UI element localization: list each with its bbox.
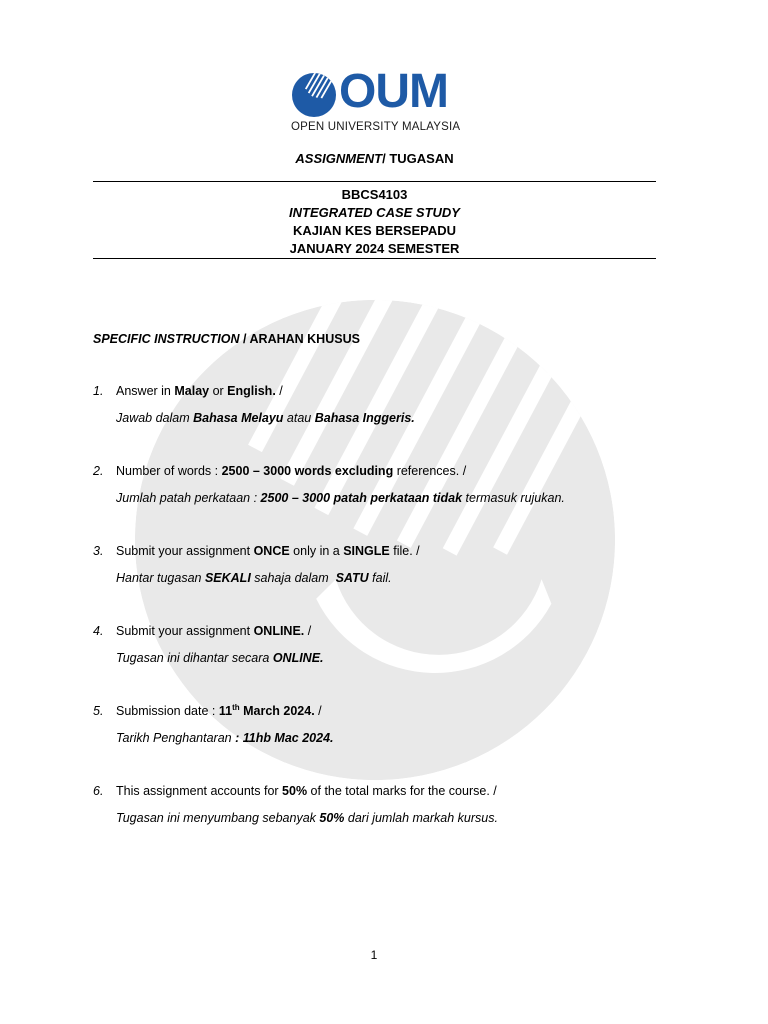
item-number: 1. (93, 384, 104, 398)
item-text-en: This assignment accounts for 50% of the total marks for the course. / (116, 784, 497, 798)
section-title-en: SPECIFIC INSTRUCTION (93, 332, 240, 346)
oum-logo (289, 65, 464, 136)
item-number: 3. (93, 544, 104, 558)
section-title-sep: / (239, 332, 250, 346)
item-number: 2. (93, 464, 104, 478)
section-title (93, 332, 360, 346)
item-text-en: Submit your assignment ONLINE. / (116, 624, 312, 638)
item-text-ms: Jumlah patah perkataan : 2500 – 3000 patah perkataan tidak termasuk rujukan. (116, 491, 565, 505)
instruction-item (93, 784, 693, 864)
instruction-list (93, 384, 693, 864)
assignment-en: ASSIGNMENT (295, 151, 383, 166)
bottom-divider (93, 258, 656, 259)
item-number: 5. (93, 704, 104, 718)
item-text-en: Number of words : 2500 – 3000 words excluding references. / (116, 464, 467, 478)
item-number: 4. (93, 624, 104, 638)
semester: JANUARY 2024 SEMESTER (289, 241, 460, 256)
page-number: 1 (370, 948, 378, 962)
item-text-ms: Tarikh Penghantaran : 11hb Mac 2024. (116, 731, 334, 745)
top-divider (93, 181, 656, 182)
instruction-item (93, 384, 693, 464)
item-text-ms: Tugasan ini dihantar secara ONLINE. (116, 651, 324, 665)
item-text-ms: Tugasan ini menyumbang sebanyak 50% dari jumlah markah kursus. (116, 811, 498, 825)
item-text-en: Answer in Malay or English. / (116, 384, 283, 398)
course-info (93, 186, 656, 258)
logo-wordmark: OUM (339, 65, 448, 118)
course-title-ms: KAJIAN KES BERSEPADU (292, 223, 456, 238)
assignment-sep: / (382, 151, 390, 166)
item-text-ms: Jawab dalam Bahasa Melayu atau Bahasa Inggeris. (116, 411, 415, 425)
instruction-item (93, 704, 693, 784)
course-code: BBCS4103 (341, 187, 408, 202)
oum-emblem-icon (291, 72, 337, 118)
assignment-heading (93, 151, 656, 166)
item-text-ms: Hantar tugasan SEKALI sahaja dalam SATU fail. (116, 571, 392, 585)
instruction-item (93, 544, 693, 624)
instruction-item (93, 464, 693, 544)
assignment-ms: TUGASAN (389, 151, 454, 166)
logo-subtitle: OPEN UNIVERSITY MALAYSIA (291, 121, 461, 133)
section-title-ms: ARAHAN KHUSUS (249, 332, 360, 346)
item-text-en: Submit your assignment ONCE only in a SINGLE file. / (116, 544, 420, 558)
item-text-en: Submission date : 11th March 2024. / (116, 703, 322, 718)
instruction-item (93, 624, 693, 704)
course-title-en: INTEGRATED CASE STUDY (289, 205, 460, 220)
item-number: 6. (93, 784, 104, 798)
